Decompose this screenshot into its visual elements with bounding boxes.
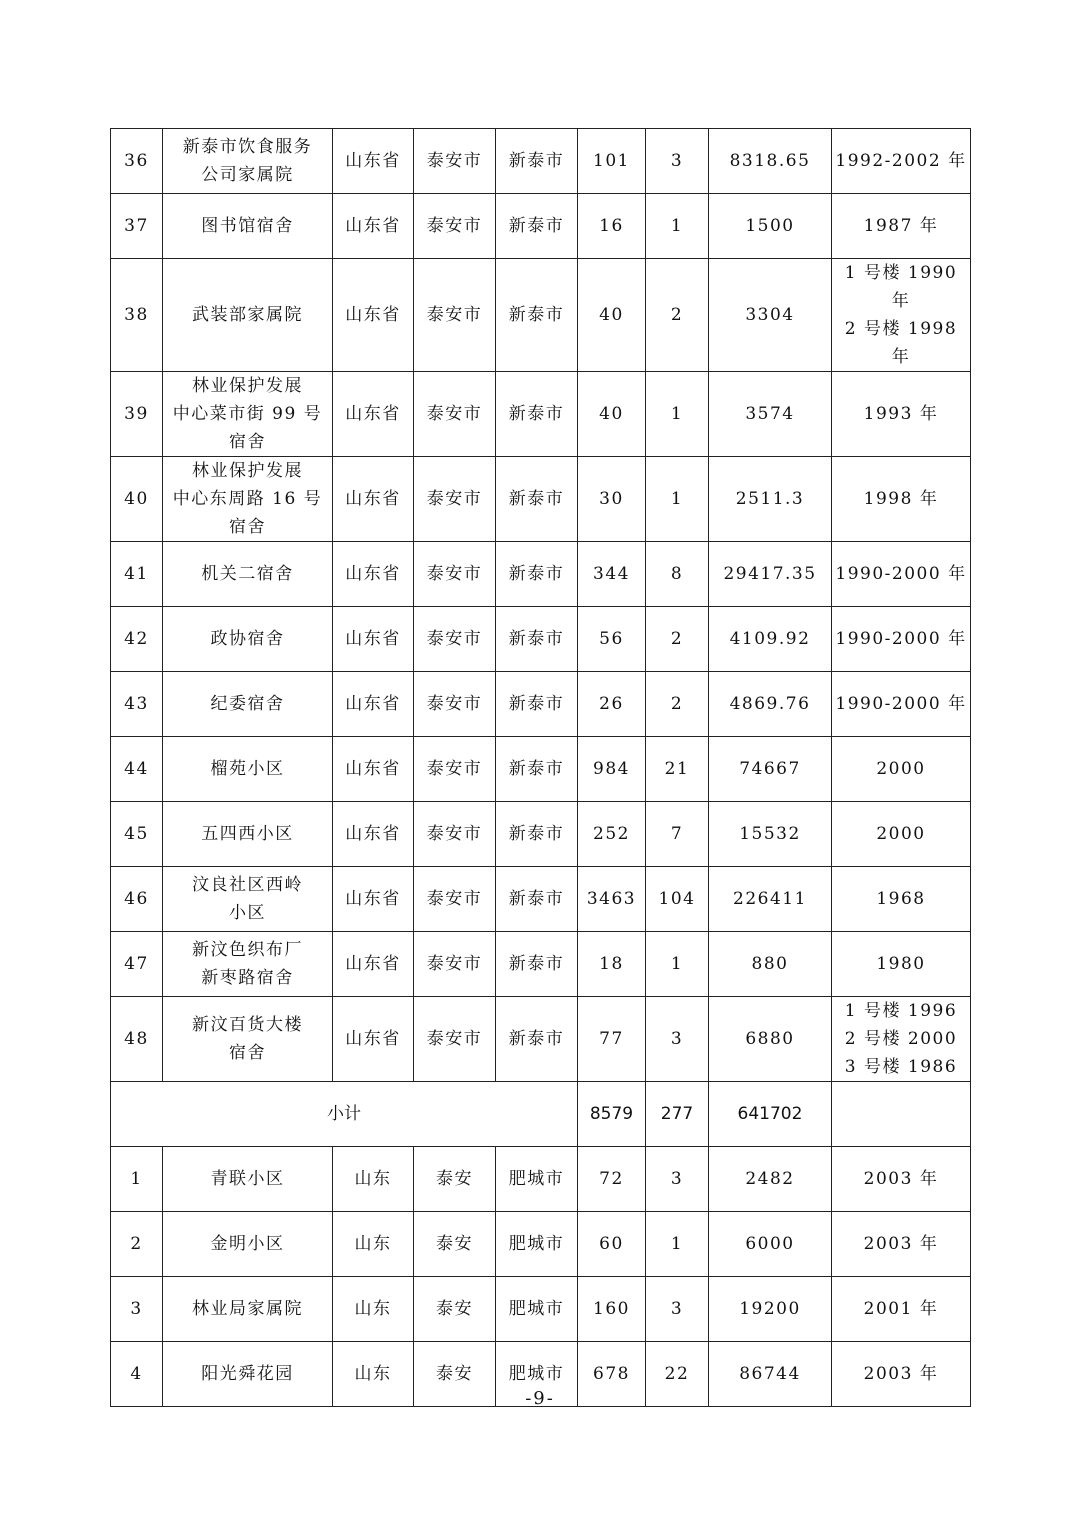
- cell-city: 泰安: [414, 1277, 496, 1342]
- cell-county: 新泰市: [496, 997, 578, 1082]
- subtotal-row: [111, 1082, 971, 1147]
- cell-city: 泰安市: [414, 737, 496, 802]
- cell-buildings: 1: [646, 194, 709, 259]
- cell-no: 36: [111, 129, 163, 194]
- cell-province: 山东省: [333, 607, 414, 672]
- cell-name: 青联小区: [163, 1147, 333, 1212]
- cell-no: 48: [111, 997, 163, 1082]
- cell-county: 新泰市: [496, 932, 578, 997]
- cell-county: 肥城市: [496, 1147, 578, 1212]
- cell-city: 泰安市: [414, 259, 496, 372]
- subtotal-label: 小计: [111, 1082, 578, 1147]
- cell-province: 山东: [333, 1212, 414, 1277]
- cell-year: 1990-2000 年: [832, 672, 971, 737]
- cell-year: 1990-2000 年: [832, 542, 971, 607]
- cell-area: 4109.92: [709, 607, 832, 672]
- table-row: [111, 372, 971, 457]
- cell-households: 30: [578, 457, 646, 542]
- cell-buildings: 3: [646, 1277, 709, 1342]
- cell-households: 678: [578, 1342, 646, 1407]
- cell-name: 武装部家属院: [163, 259, 333, 372]
- cell-year: 2003 年: [832, 1342, 971, 1407]
- table-row: [111, 997, 971, 1082]
- cell-name: 机关二宿舍: [163, 542, 333, 607]
- cell-county: 新泰市: [496, 194, 578, 259]
- cell-name: 榴苑小区: [163, 737, 333, 802]
- table-row: [111, 802, 971, 867]
- cell-province: 山东省: [333, 802, 414, 867]
- cell-city: 泰安: [414, 1212, 496, 1277]
- cell-area: 3304: [709, 259, 832, 372]
- cell-no: 39: [111, 372, 163, 457]
- cell-area: 4869.76: [709, 672, 832, 737]
- cell-no: 47: [111, 932, 163, 997]
- cell-name: 政协宿舍: [163, 607, 333, 672]
- cell-buildings: 104: [646, 867, 709, 932]
- cell-county: 肥城市: [496, 1212, 578, 1277]
- cell-area: 86744: [709, 1342, 832, 1407]
- cell-county: 肥城市: [496, 1277, 578, 1342]
- cell-year: 1968: [832, 867, 971, 932]
- cell-area: 2511.3: [709, 457, 832, 542]
- cell-buildings: 2: [646, 607, 709, 672]
- cell-buildings: 3: [646, 129, 709, 194]
- table-row: [111, 1147, 971, 1212]
- page-number: -9-: [525, 1388, 555, 1409]
- subtotal-households: 8579: [578, 1082, 646, 1147]
- cell-year: 1 号楼 1996 2 号楼 2000 3 号楼 1986: [832, 997, 971, 1082]
- table-row: [111, 867, 971, 932]
- cell-no: 41: [111, 542, 163, 607]
- cell-county: 新泰市: [496, 672, 578, 737]
- cell-year: 2001 年: [832, 1277, 971, 1342]
- cell-area: 1500: [709, 194, 832, 259]
- cell-area: 29417.35: [709, 542, 832, 607]
- cell-province: 山东省: [333, 129, 414, 194]
- cell-city: 泰安市: [414, 672, 496, 737]
- cell-area: 8318.65: [709, 129, 832, 194]
- cell-area: 2482: [709, 1147, 832, 1212]
- cell-households: 72: [578, 1147, 646, 1212]
- cell-area: 6000: [709, 1212, 832, 1277]
- cell-city: 泰安市: [414, 542, 496, 607]
- table-row: [111, 542, 971, 607]
- cell-households: 26: [578, 672, 646, 737]
- table-row: [111, 194, 971, 259]
- cell-province: 山东省: [333, 997, 414, 1082]
- cell-households: 984: [578, 737, 646, 802]
- cell-city: 泰安市: [414, 802, 496, 867]
- cell-province: 山东省: [333, 457, 414, 542]
- table-row: [111, 737, 971, 802]
- cell-buildings: 1: [646, 932, 709, 997]
- subtotal-buildings: 277: [646, 1082, 709, 1147]
- table-row: [111, 607, 971, 672]
- cell-city: 泰安市: [414, 867, 496, 932]
- cell-buildings: 1: [646, 372, 709, 457]
- cell-households: 101: [578, 129, 646, 194]
- cell-year: 1987 年: [832, 194, 971, 259]
- cell-area: 880: [709, 932, 832, 997]
- cell-name: 林业保护发展 中心菜市街 99 号 宿舍: [163, 372, 333, 457]
- cell-city: 泰安: [414, 1147, 496, 1212]
- cell-city: 泰安: [414, 1342, 496, 1407]
- cell-buildings: 8: [646, 542, 709, 607]
- cell-buildings: 7: [646, 802, 709, 867]
- cell-city: 泰安市: [414, 997, 496, 1082]
- cell-county: 新泰市: [496, 802, 578, 867]
- table-row: [111, 259, 971, 372]
- cell-area: 226411: [709, 867, 832, 932]
- cell-buildings: 2: [646, 672, 709, 737]
- cell-city: 泰安市: [414, 194, 496, 259]
- cell-households: 56: [578, 607, 646, 672]
- cell-name: 新汶百货大楼 宿舍: [163, 997, 333, 1082]
- cell-name: 图书馆宿舍: [163, 194, 333, 259]
- cell-year: 1993 年: [832, 372, 971, 457]
- cell-buildings: 1: [646, 457, 709, 542]
- cell-area: 74667: [709, 737, 832, 802]
- cell-province: 山东省: [333, 372, 414, 457]
- cell-no: 43: [111, 672, 163, 737]
- cell-year: 2000: [832, 737, 971, 802]
- cell-buildings: 1: [646, 1212, 709, 1277]
- cell-no: 42: [111, 607, 163, 672]
- cell-county: 新泰市: [496, 542, 578, 607]
- cell-province: 山东省: [333, 194, 414, 259]
- cell-county: 新泰市: [496, 737, 578, 802]
- cell-province: 山东: [333, 1342, 414, 1407]
- cell-year: 1990-2000 年: [832, 607, 971, 672]
- cell-name: 林业保护发展 中心东周路 16 号 宿舍: [163, 457, 333, 542]
- cell-province: 山东省: [333, 737, 414, 802]
- table-row: [111, 932, 971, 997]
- table-row: [111, 1212, 971, 1277]
- cell-province: 山东: [333, 1147, 414, 1212]
- cell-county: 肥城市: [496, 1342, 578, 1407]
- cell-no: 1: [111, 1147, 163, 1212]
- cell-year: 1 号楼 1990 年 2 号楼 1998 年: [832, 259, 971, 372]
- cell-province: 山东省: [333, 259, 414, 372]
- cell-city: 泰安市: [414, 932, 496, 997]
- cell-area: 6880: [709, 997, 832, 1082]
- cell-no: 4: [111, 1342, 163, 1407]
- housing-table: [110, 128, 971, 1407]
- cell-name: 汶良社区西岭 小区: [163, 867, 333, 932]
- cell-no: 37: [111, 194, 163, 259]
- cell-province: 山东省: [333, 867, 414, 932]
- cell-year: 1980: [832, 932, 971, 997]
- cell-name: 阳光舜花园: [163, 1342, 333, 1407]
- cell-no: 40: [111, 457, 163, 542]
- cell-year: 1992-2002 年: [832, 129, 971, 194]
- cell-no: 38: [111, 259, 163, 372]
- cell-area: 3574: [709, 372, 832, 457]
- cell-households: 40: [578, 372, 646, 457]
- cell-name: 五四西小区: [163, 802, 333, 867]
- cell-province: 山东省: [333, 542, 414, 607]
- cell-province: 山东省: [333, 932, 414, 997]
- cell-households: 16: [578, 194, 646, 259]
- subtotal-year: [832, 1082, 971, 1147]
- cell-county: 新泰市: [496, 259, 578, 372]
- cell-households: 3463: [578, 867, 646, 932]
- cell-area: 15532: [709, 802, 832, 867]
- subtotal-area: 641702: [709, 1082, 832, 1147]
- table-row: [111, 672, 971, 737]
- cell-county: 新泰市: [496, 607, 578, 672]
- table-row: [111, 129, 971, 194]
- cell-city: 泰安市: [414, 607, 496, 672]
- cell-no: 45: [111, 802, 163, 867]
- cell-name: 新汶色织布厂 新枣路宿舍: [163, 932, 333, 997]
- cell-buildings: 3: [646, 997, 709, 1082]
- cell-households: 160: [578, 1277, 646, 1342]
- table-row: [111, 457, 971, 542]
- cell-households: 252: [578, 802, 646, 867]
- cell-province: 山东省: [333, 672, 414, 737]
- cell-no: 2: [111, 1212, 163, 1277]
- cell-year: 2003 年: [832, 1212, 971, 1277]
- cell-no: 3: [111, 1277, 163, 1342]
- cell-households: 344: [578, 542, 646, 607]
- cell-county: 新泰市: [496, 129, 578, 194]
- cell-county: 新泰市: [496, 372, 578, 457]
- cell-city: 泰安市: [414, 129, 496, 194]
- table-row: [111, 1277, 971, 1342]
- cell-name: 金明小区: [163, 1212, 333, 1277]
- cell-year: 2003 年: [832, 1147, 971, 1212]
- cell-year: 1998 年: [832, 457, 971, 542]
- cell-name: 新泰市饮食服务 公司家属院: [163, 129, 333, 194]
- cell-city: 泰安市: [414, 372, 496, 457]
- cell-no: 46: [111, 867, 163, 932]
- cell-buildings: 21: [646, 737, 709, 802]
- cell-buildings: 2: [646, 259, 709, 372]
- cell-name: 纪委宿舍: [163, 672, 333, 737]
- cell-name: 林业局家属院: [163, 1277, 333, 1342]
- cell-households: 77: [578, 997, 646, 1082]
- cell-households: 18: [578, 932, 646, 997]
- cell-city: 泰安市: [414, 457, 496, 542]
- cell-buildings: 22: [646, 1342, 709, 1407]
- cell-buildings: 3: [646, 1147, 709, 1212]
- cell-year: 2000: [832, 802, 971, 867]
- cell-county: 新泰市: [496, 457, 578, 542]
- cell-county: 新泰市: [496, 867, 578, 932]
- cell-households: 40: [578, 259, 646, 372]
- cell-province: 山东: [333, 1277, 414, 1342]
- cell-households: 60: [578, 1212, 646, 1277]
- cell-no: 44: [111, 737, 163, 802]
- cell-area: 19200: [709, 1277, 832, 1342]
